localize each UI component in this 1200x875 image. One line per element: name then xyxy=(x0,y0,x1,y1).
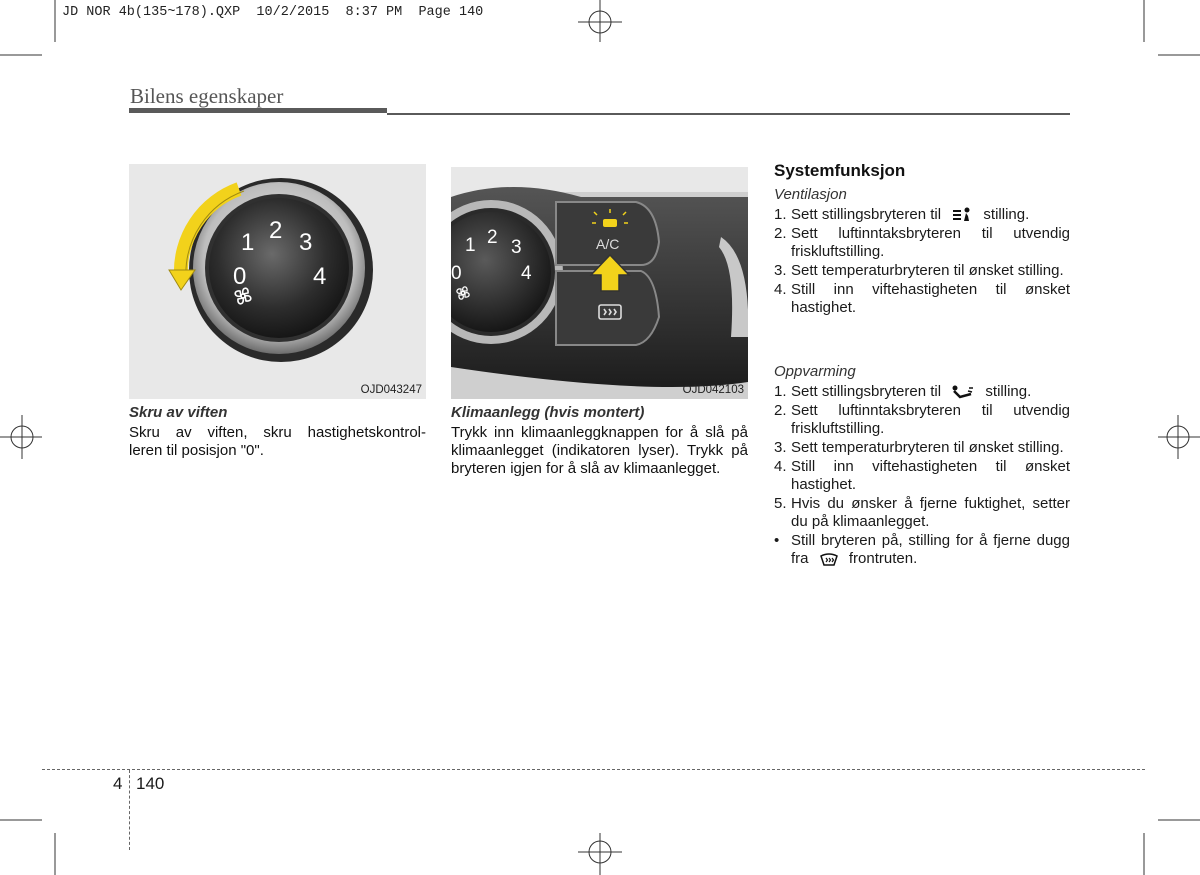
list-item: 3. Sett temperaturbryteren til ønsket stilling. xyxy=(774,262,1064,279)
ac-caption-text: Trykk inn klimaanleggknappen for å slå på klimaanlegget (indikatoren lyser). Trykk på bryteren igjen for å slå av klimaanlegget. xyxy=(451,424,748,477)
page-number: 140 xyxy=(136,774,165,793)
header-rule-thick xyxy=(129,108,387,113)
list-item: 2. Sett luftinntaksbryteren til utvendig friskluftstilling. xyxy=(774,225,1070,260)
dial-number-0: 0 xyxy=(233,263,247,290)
figure-code: OJD043247 xyxy=(360,384,422,396)
fan-off-caption-title: Skru av viften xyxy=(129,404,228,421)
dial-number-2: 2 xyxy=(269,217,283,244)
ventilation-steps xyxy=(774,206,1070,318)
heating-title: Oppvarming xyxy=(774,363,856,380)
system-function-title: Systemfunksjon xyxy=(774,161,906,180)
fan-dial-illustration xyxy=(129,164,426,399)
dial-number-1: 1 xyxy=(241,229,255,256)
heating-steps xyxy=(774,383,1070,569)
ac-label: A/C xyxy=(596,236,620,252)
fan-off-text-line-2: leren til posisjon "0". xyxy=(129,442,264,459)
list-item: 3. Sett temperaturbryteren til ønsket stilling. xyxy=(774,439,1064,456)
section-title: Bilens egenskaper xyxy=(130,84,284,108)
ac-control-figure xyxy=(451,167,748,399)
list-item: 5. Hvis du ønsker å fjerne fuktighet, setter du på klimaanlegget. xyxy=(774,495,1070,530)
floor-vent-icon xyxy=(951,384,975,400)
dial2-number-2: 2 xyxy=(487,227,498,248)
list-item: • Still bryteren på, stilling for å fjerne dugg fra frontruten. xyxy=(774,532,1070,567)
header-rule-thin xyxy=(387,113,1070,115)
dial2-number-4: 4 xyxy=(521,263,532,284)
fan-dial-figure xyxy=(129,164,426,399)
dial2-number-3: 3 xyxy=(511,237,522,258)
dial-number-4: 4 xyxy=(313,263,327,290)
list-item: 4. Still inn viftehastigheten til ønsket hastighet. xyxy=(774,458,1070,493)
print-header: JD NOR 4b(135~178).QXP 10/2/2015 8:37 PM Page 140 xyxy=(62,5,484,20)
fan-off-caption-text xyxy=(129,424,426,460)
dial2-number-1: 1 xyxy=(465,235,476,256)
face-vent-icon xyxy=(951,207,973,223)
ac-caption-title: Klimaanlegg (hvis montert) xyxy=(451,404,645,421)
chapter-number: 4 xyxy=(113,774,123,793)
list-item: 4. Still inn viftehastigheten til ønsket hastighet. xyxy=(774,281,1070,316)
figure-code: OJD042103 xyxy=(682,384,744,396)
defrost-icon xyxy=(819,551,839,567)
footer-divider xyxy=(129,770,130,850)
footer-rule xyxy=(42,769,1145,770)
dial2-number-0: 0 xyxy=(451,263,462,284)
list-item: 1. Sett stillingsbryteren til stilling. xyxy=(774,206,1030,223)
fan-off-text-line-1: Skru av viften, skru hastighetskontrol- xyxy=(129,424,426,441)
ac-control-illustration xyxy=(451,167,748,399)
dial-number-3: 3 xyxy=(299,229,313,256)
ac-indicator-light xyxy=(603,219,617,227)
ventilation-title: Ventilasjon xyxy=(774,186,847,203)
list-item: 1. Sett stillingsbryteren til stilling. xyxy=(774,383,1032,400)
list-item: 2. Sett luftinntaksbryteren til utvendig friskluftstilling. xyxy=(774,402,1070,437)
